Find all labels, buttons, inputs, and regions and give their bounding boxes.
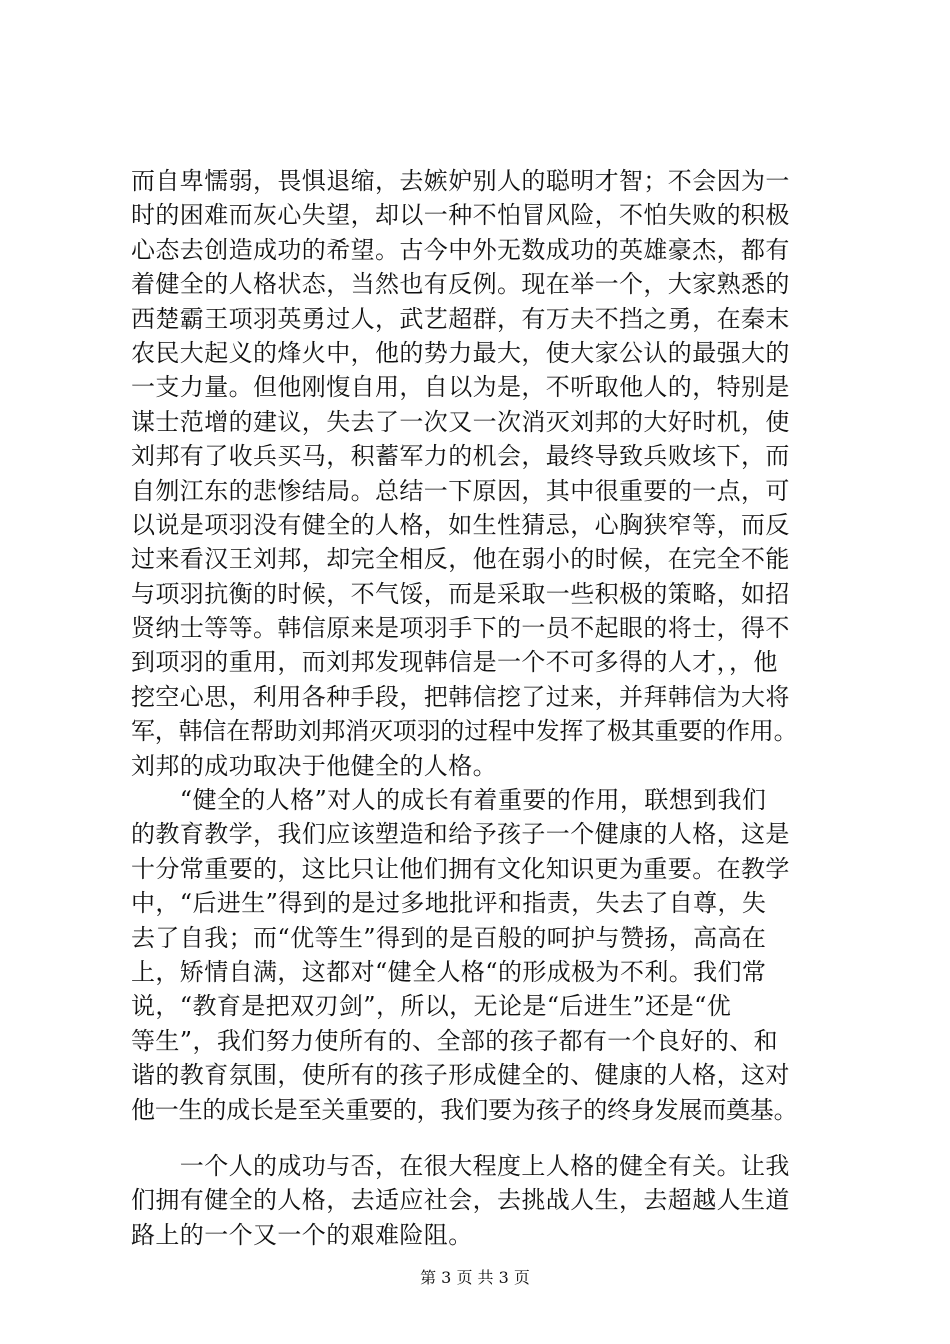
text-line: 到项羽的重用，而刘邦发现韩信是一个不可多得的人才，，他	[131, 648, 778, 677]
text-line: 自刎江东的悲惨结局。总结一下原因，其中很重要的一点，可	[131, 476, 790, 505]
text-line: 着健全的人格状态，当然也有反例。现在举一个，大家熟悉的	[131, 270, 790, 299]
text-line: 们拥有健全的人格，去适应社会，去挑战人生，去超越人生道	[131, 1186, 790, 1215]
paragraph-education-reflection	[131, 783, 851, 1127]
text-line: 以说是项羽没有健全的人格，如生性猜忌，心胸狭窄等，而反	[131, 510, 790, 539]
page-number-footer: 第 3 页 共 3 页	[420, 1268, 530, 1287]
text-line: 军，韩信在帮助刘邦消灭项羽的过程中发挥了极其重要的作用。	[131, 717, 798, 746]
text-line: 谐的教育氛围，使所有的孩子形成健全的、健康的人格，这对	[131, 1061, 790, 1090]
text-line: 等生”，我们努力使所有的、全部的孩子都有一个良好的、和	[131, 1026, 779, 1055]
paragraph-xiang-yu-example	[131, 164, 851, 783]
body-text	[131, 164, 851, 1252]
text-line: 十分常重要的，这比只让他们拥有文化知识更为重要。在教学	[131, 854, 790, 883]
text-line: 说，“教育是把双刃剑”，所以，无论是“后进生”还是“优	[131, 992, 732, 1021]
paragraph-gap	[131, 1127, 851, 1149]
text-line: 上，矫情自满，这都对“健全人格“的形成极为不利。我们常	[131, 957, 767, 986]
text-line: 贤纳士等等。韩信原来是项羽手下的一员不起眼的将士，得不	[131, 614, 790, 643]
text-line: 而自卑懦弱，畏惧退缩，去嫉妒别人的聪明才智；不会因为一	[131, 167, 790, 195]
text-line: 心态去创造成功的希望。古今中外无数成功的英雄豪杰，都有	[131, 235, 790, 264]
text-line: “健全的人格”对人的成长有着重要的作用，联想到我们	[131, 786, 767, 815]
text-line: 刘邦有了收兵买马，积蓄军力的机会，最终导致兵败垓下，而	[131, 442, 790, 471]
text-line: 他一生的成长是至关重要的，我们要为孩子的终身发展而奠基。	[131, 1095, 798, 1124]
text-line: 西楚霸王项羽英勇过人，武艺超群，有万夫不挡之勇，在秦末	[131, 304, 790, 333]
text-line: 去了自我；而“优等生”得到的是百般的呵护与赞扬，高高在	[131, 923, 767, 952]
text-line: 中，“后进生”得到的是过多地批评和指责，失去了自尊，失	[131, 889, 767, 918]
paragraph-conclusion	[131, 1149, 851, 1252]
text-line: 挖空心思，利用各种手段，把韩信挖了过来，并拜韩信为大将	[131, 682, 790, 711]
text-line: 谋士范增的建议，失去了一次又一次消灭刘邦的大好时机，使	[131, 407, 790, 436]
text-line: 时的困难而灰心失望，却以一种不怕冒风险，不怕失败的积极	[131, 201, 790, 230]
text-line: 与项羽抗衡的时候，不气馁，而是采取一些积极的策略，如招	[131, 579, 790, 608]
text-line: 路上的一个又一个的艰难险阻。	[131, 1220, 473, 1249]
text-line: 刘邦的成功取决于他健全的人格。	[131, 751, 497, 780]
text-line: 一支力量。但他刚愎自用，自以为是，不听取他人的，特别是	[131, 373, 790, 402]
text-line: 一个人的成功与否，在很大程度上人格的健全有关。让我	[131, 1151, 790, 1180]
text-line: 过来看汉王刘邦，却完全相反，他在弱小的时候，在完全不能	[131, 545, 790, 574]
text-line: 的教育教学，我们应该塑造和给予孩子一个健康的人格，这是	[131, 820, 790, 849]
text-line: 农民大起义的烽火中，他的势力最大，使大家公认的最强大的	[131, 338, 790, 367]
